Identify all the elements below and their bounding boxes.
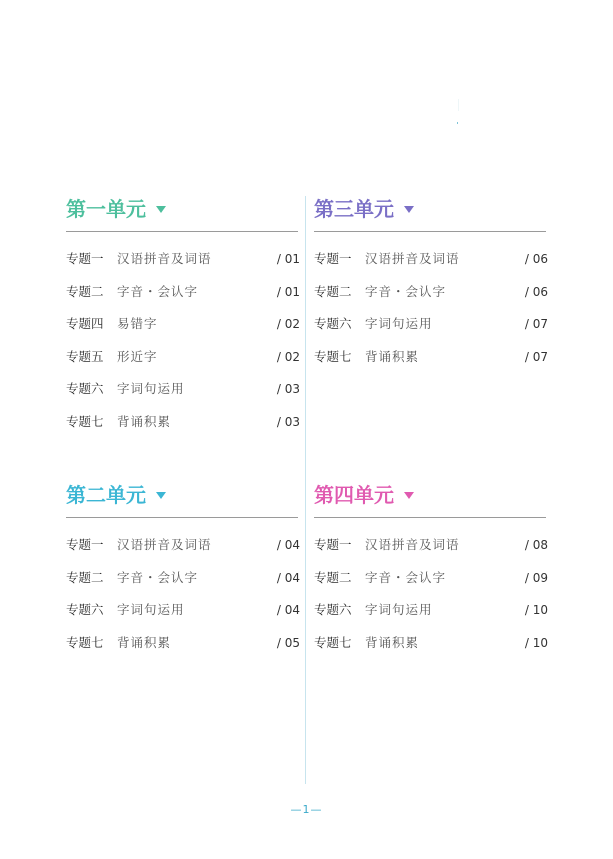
unit-title: 第三单元 — [314, 197, 394, 221]
topic-label: 专题五 — [66, 348, 104, 364]
topic-label: 专题六 — [314, 316, 352, 332]
unit-title: 第二单元 — [66, 483, 146, 507]
unit-header — [66, 196, 298, 222]
topic-title: 易错字 — [117, 316, 158, 332]
footer-page-number: —1— — [290, 803, 323, 816]
topic-title: 汉语拼音及词语 — [117, 537, 212, 552]
page-number: / 05 — [276, 635, 300, 650]
unit-header — [314, 482, 546, 508]
page-number: / 04 — [276, 603, 300, 618]
page-number: / 04 — [276, 570, 300, 585]
triangle-down-icon — [156, 492, 166, 499]
page-number: / 03 — [276, 382, 300, 397]
toc-row[interactable] — [314, 594, 546, 627]
toc-row[interactable] — [66, 373, 298, 406]
page-number: / 01 — [276, 252, 300, 266]
toc-row[interactable] — [66, 308, 298, 341]
unit-section-3 — [314, 196, 546, 373]
toc-row[interactable] — [66, 243, 298, 276]
column-divider — [305, 196, 306, 784]
topic-label: 专题二 — [66, 283, 104, 299]
topic-label: 专题六 — [66, 602, 104, 618]
topic-title: 字词句运用 — [117, 381, 185, 397]
unit-section-2 — [66, 482, 298, 659]
topic-label: 专题二 — [314, 569, 352, 585]
unit-header — [66, 482, 298, 508]
toc-row[interactable] — [314, 243, 546, 276]
page-number: / 04 — [276, 538, 300, 552]
topic-title: 字词句运用 — [365, 602, 433, 618]
toc-row[interactable] — [314, 627, 546, 660]
page-number: / 10 — [524, 603, 548, 618]
topic-label: 专题二 — [66, 569, 104, 585]
page-number: / 01 — [276, 284, 300, 299]
toc-row[interactable] — [66, 627, 298, 660]
toc-row[interactable] — [66, 562, 298, 595]
toc-row[interactable] — [314, 341, 546, 374]
unit-title: 第四单元 — [314, 483, 394, 507]
topic-label: 专题七 — [66, 413, 104, 429]
toc-row[interactable] — [66, 406, 298, 439]
page-number: / 07 — [524, 317, 548, 332]
topic-title: 字音・会认字 — [365, 283, 447, 299]
unit-divider — [314, 231, 546, 232]
topic-label: 专题七 — [314, 634, 352, 650]
topic-title: 汉语拼音及词语 — [117, 251, 212, 266]
toc-row[interactable] — [314, 308, 546, 341]
triangle-down-icon — [404, 492, 414, 499]
triangle-down-icon — [156, 206, 166, 213]
topic-label: 专题六 — [66, 381, 104, 397]
topic-title: 字词句运用 — [117, 602, 185, 618]
unit-header — [314, 196, 546, 222]
decorative-line — [458, 99, 459, 111]
topic-label: 专题一 — [314, 537, 352, 552]
unit-section-4 — [314, 482, 546, 659]
page-number: / 03 — [276, 414, 300, 429]
unit-section-1 — [66, 196, 298, 439]
unit-title: 第一单元 — [66, 197, 146, 221]
topic-title: 形近字 — [117, 348, 158, 364]
topic-label: 专题二 — [314, 283, 352, 299]
toc-row[interactable] — [314, 529, 546, 562]
toc-row[interactable] — [66, 529, 298, 562]
topic-title: 字音・会认字 — [117, 283, 199, 299]
page-number: / 10 — [524, 635, 548, 650]
toc-row[interactable] — [66, 594, 298, 627]
topic-title: 字词句运用 — [365, 316, 433, 332]
topic-title: 背诵积累 — [117, 634, 172, 650]
topic-label: 专题四 — [66, 316, 104, 332]
topic-label: 专题一 — [66, 537, 104, 552]
toc-row[interactable] — [314, 562, 546, 595]
topic-label: 专题一 — [314, 251, 352, 266]
page-number: / 08 — [524, 538, 548, 552]
page-number: / 06 — [524, 252, 548, 266]
triangle-down-icon — [404, 206, 414, 213]
toc-row[interactable] — [66, 341, 298, 374]
topic-title: 字音・会认字 — [365, 569, 447, 585]
page-number: / 02 — [276, 349, 300, 364]
topic-title: 汉语拼音及词语 — [365, 251, 460, 266]
topic-title: 汉语拼音及词语 — [365, 537, 460, 552]
topic-label: 专题七 — [314, 348, 352, 364]
unit-divider — [314, 517, 546, 518]
decorative-dot — [457, 122, 458, 124]
topic-title: 背诵积累 — [365, 634, 420, 650]
topic-title: 背诵积累 — [117, 413, 172, 429]
page-number: / 07 — [524, 349, 548, 364]
page-footer — [0, 803, 613, 816]
page-number: / 09 — [524, 570, 548, 585]
page-number: / 06 — [524, 284, 548, 299]
toc-row[interactable] — [314, 276, 546, 309]
unit-divider — [66, 231, 298, 232]
topic-label: 专题一 — [66, 251, 104, 266]
topic-title: 背诵积累 — [365, 348, 420, 364]
toc-row[interactable] — [66, 276, 298, 309]
unit-divider — [66, 517, 298, 518]
page-number: / 02 — [276, 317, 300, 332]
topic-label: 专题六 — [314, 602, 352, 618]
topic-label: 专题七 — [66, 634, 104, 650]
topic-title: 字音・会认字 — [117, 569, 199, 585]
